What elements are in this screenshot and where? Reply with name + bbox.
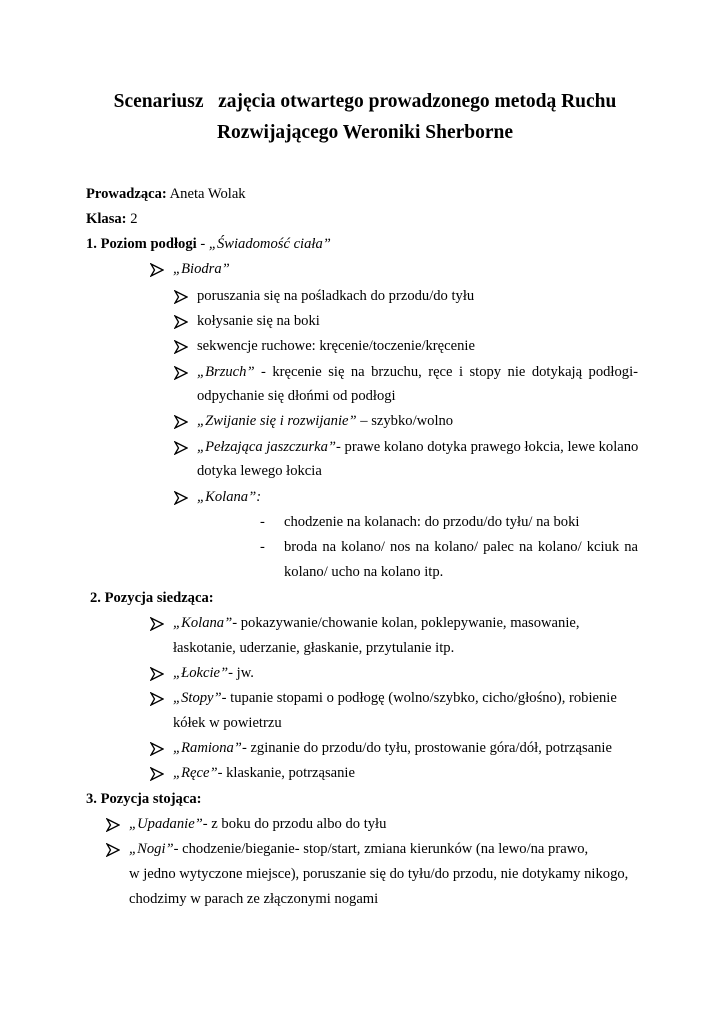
k2-text: broda na kolano/ nos na kolano/ palec na kolano/ kciuk na (284, 539, 638, 555)
biodra-item: „Biodra” (173, 261, 230, 277)
kolana-sit-text: - pokazywanie/chowanie kolan, poklepywanie, masowanie, (232, 615, 580, 631)
brzuch-item-line-1 (197, 360, 638, 385)
jaszczurka-text: - prawe kolano dotyka prawego łokcia, lewe kolano (336, 439, 639, 455)
dash-bullet: - (260, 514, 265, 530)
arrow-bullet-icon (150, 617, 164, 631)
kolana-sit-line-2: łaskotanie, uderzanie, głaskanie, przytulanie itp. (173, 640, 455, 656)
stopy-line-2: kółek w powietrzu (173, 715, 282, 731)
list-item-line-2: kolano/ ucho na kolano itp. (284, 564, 444, 580)
section-1-topic: „Świadomość ciała” (208, 236, 331, 252)
section-3-heading: 3. Pozycja stojąca: (86, 791, 202, 807)
title-line-1: Scenariusz zajęcia otwartego prowadzonego metodą Ruchu (113, 91, 617, 112)
upadanie-title: „Upadanie” (129, 816, 203, 832)
kolana-sit-title: „Kolana” (173, 615, 233, 631)
list-item-line-1 (284, 535, 638, 560)
nogi-text: - chodzenie/bieganie- stop/start, zmiana kierunków (na lewo/na prawo, (173, 841, 589, 857)
arrow-bullet-icon (174, 315, 188, 329)
stopy-title: „Stopy” (173, 690, 222, 706)
rece-title: „Ręce” (173, 765, 218, 781)
nogi-line-3: chodzimy w parach ze złączonymi nogami (129, 891, 379, 907)
ramiona-text: - zginanie do przodu/do tyłu, prostowanie góra/dół, potrząsanie (241, 740, 612, 756)
kolana-item: „Kolana”: (197, 489, 262, 505)
zwijanie-text: – szybko/wolno (356, 413, 454, 429)
lokcie-text: - jw. (228, 665, 254, 681)
stopy-line-1 (173, 686, 617, 711)
brzuch-text: - kręcenie się na brzuchu, ręce i stopy nie dotykają podłogi- (254, 364, 638, 380)
list-item: poruszania się na pośladkach do przodu/do tyłu (197, 288, 475, 304)
rece-text: - klaskanie, potrząsanie (217, 765, 355, 781)
zwijanie-item (197, 409, 453, 434)
ramiona-item (173, 736, 612, 761)
ramiona-title: „Ramiona” (173, 740, 242, 756)
class-value: 2 (126, 211, 138, 227)
arrow-bullet-icon (150, 667, 164, 681)
class-line (86, 207, 138, 232)
stopy-text: - tupanie stopami o podłogę (wolno/szybko, cicho/głośno), robienie (221, 690, 617, 706)
arrow-bullet-icon (174, 366, 188, 380)
lokcie-title: „Łokcie” (173, 665, 229, 681)
arrow-bullet-icon (106, 818, 120, 832)
dash-bullet: - (260, 539, 265, 555)
arrow-bullet-icon (150, 742, 164, 756)
leader-label: Prowadząca: (86, 186, 167, 202)
brzuch-item-line-2: odpychanie się dłońmi od podłogi (197, 388, 396, 404)
lokcie-item (173, 661, 254, 686)
section-2-heading: 2. Pozycja siedząca: (90, 590, 214, 606)
arrow-bullet-icon (174, 491, 188, 505)
jaszczurka-title: „Pełzająca jaszczurka” (197, 439, 337, 455)
rece-item (173, 761, 355, 786)
arrow-bullet-icon (174, 340, 188, 354)
arrow-bullet-icon (150, 263, 164, 277)
arrow-bullet-icon (174, 441, 188, 455)
list-item: kołysanie się na boki (197, 313, 320, 329)
arrow-bullet-icon (174, 415, 188, 429)
leader-value: Aneta Wolak (166, 186, 246, 202)
list-item: chodzenie na kolanach: do przodu/do tyłu/ na boki (284, 514, 580, 530)
arrow-bullet-icon (150, 767, 164, 781)
class-label: Klasa: (86, 211, 127, 227)
section-1-sep: - (196, 236, 209, 252)
leader-line (86, 182, 246, 207)
upadanie-text: - z boku do przodu albo do tyłu (202, 816, 387, 832)
jaszczurka-item-line-1 (197, 435, 638, 460)
nogi-line-2: w jedno wytyczone miejsce), poruszanie się do tyłu/do przodu, nie dotykamy nikogo, (129, 866, 629, 882)
nogi-title: „Nogi” (129, 841, 174, 857)
jaszczurka-item-line-2: dotyka lewego łokcia (197, 463, 322, 479)
arrow-bullet-icon (106, 843, 120, 857)
section-1-heading (86, 232, 331, 257)
section-1-title: 1. Poziom podłogi (86, 236, 197, 252)
brzuch-title: „Brzuch” (197, 364, 255, 380)
list-item: sekwencje ruchowe: kręcenie/toczenie/kręcenie (197, 338, 475, 354)
kolana-sit-line-1 (173, 611, 580, 636)
document-title (60, 86, 670, 148)
arrow-bullet-icon (150, 692, 164, 706)
nogi-line-1 (129, 837, 588, 862)
arrow-bullet-icon (174, 290, 188, 304)
title-line-2: Rozwijającego Weroniki Sherborne (216, 122, 514, 143)
zwijanie-title: „Zwijanie się i rozwijanie” (197, 413, 357, 429)
upadanie-item (129, 812, 386, 837)
